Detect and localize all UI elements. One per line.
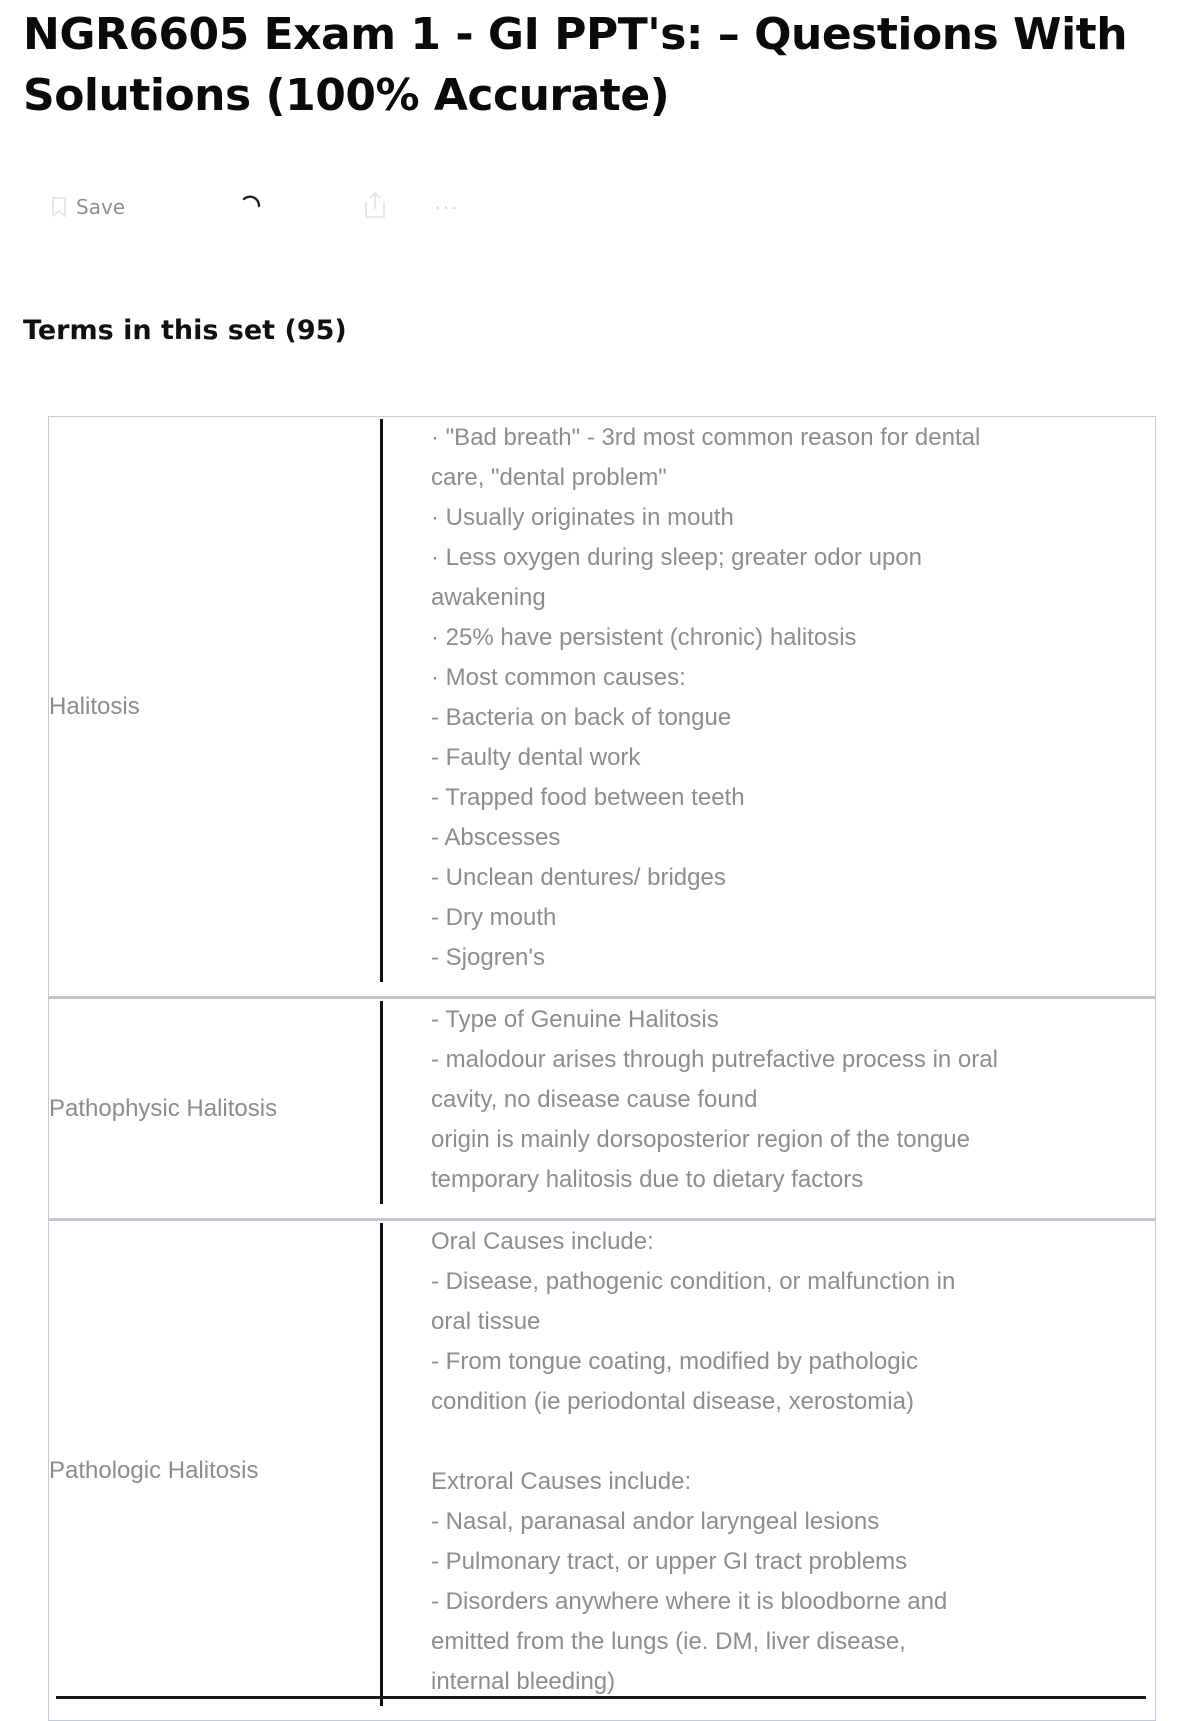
definition-line: - Sjogren's (431, 944, 545, 971)
share-icon (362, 190, 388, 225)
definition-line: - Bacteria on back of tongue (431, 704, 732, 731)
definition-line: · 25% have persistent (chronic) halitosis (431, 624, 857, 651)
definition-line: - Disorders anywhere where it is bloodborne and (431, 1588, 948, 1615)
term-row[interactable] (48, 1219, 1156, 1721)
term-definition (383, 1221, 1155, 1720)
terms-table (48, 416, 1156, 1721)
term-row[interactable] (48, 416, 1156, 997)
definition-line: care, "dental problem" (431, 464, 667, 491)
definition-line: · Less oxygen during sleep; greater odor upon (431, 544, 922, 571)
next-row-top-border (56, 1696, 1146, 1699)
definition-line: - Unclean dentures/ bridges (431, 864, 726, 891)
definition-line: awakening (431, 584, 546, 611)
term-word: Pathologic Halitosis (49, 1456, 259, 1484)
definition-line: - Type of Genuine Halitosis (431, 1006, 719, 1033)
page-title: NGR6605 Exam 1 - GI PPT's: – Questions With Solutions (100% Accurate) (23, 9, 1128, 121)
term-word: Halitosis (49, 692, 140, 720)
term-definition (383, 999, 1155, 1218)
term-word: Pathophysic Halitosis (49, 1094, 278, 1122)
definition-line: - Nasal, paranasal andor laryngeal lesions (431, 1508, 880, 1535)
definition-line: - Dry mouth (431, 904, 557, 931)
definition-line: cavity, no disease cause found (431, 1086, 758, 1113)
definition-line: origin is mainly dorsoposterior region of the tongue (431, 1126, 970, 1153)
toolbar (48, 188, 508, 226)
definition-line: - Abscesses (431, 824, 561, 851)
definition-line: - Pulmonary tract, or upper GI tract problems (431, 1548, 908, 1575)
definition-line: · "Bad breath" - 3rd most common reason for dental (431, 424, 981, 451)
definition-line (431, 1422, 1095, 1462)
spinner-icon (238, 192, 264, 223)
more-dots-icon: ··· (434, 194, 459, 219)
definition-line: - malodour arises through putrefactive process in oral (431, 1046, 998, 1073)
definition-line: · Most common causes: (431, 664, 686, 691)
definition-line: condition (ie periodontal disease, xerostomia) (431, 1388, 914, 1415)
terms-count-heading: Terms in this set (95) (23, 315, 347, 346)
definition-line: temporary halitosis due to dietary factors (431, 1166, 864, 1193)
term-definition (383, 417, 1155, 996)
more-options-button[interactable] (434, 188, 459, 226)
definition-line: Extroral Causes include: (431, 1468, 692, 1495)
term-row[interactable] (48, 997, 1156, 1219)
definition-line: - Disease, pathogenic condition, or malfunction in (431, 1268, 956, 1295)
definition-line: - Faulty dental work (431, 744, 641, 771)
save-label: Save (76, 195, 126, 219)
loading-indicator (238, 188, 264, 226)
definition-line: Oral Causes include: (431, 1228, 654, 1255)
definition-line: emitted from the lungs (ie. DM, liver disease, (431, 1628, 906, 1655)
definition-line: · Usually originates in mouth (431, 504, 734, 531)
bookmark-icon (52, 197, 66, 217)
definition-line: - From tongue coating, modified by pathologic (431, 1348, 918, 1375)
share-button[interactable] (362, 188, 388, 226)
save-button[interactable] (52, 188, 125, 226)
definition-line: - Trapped food between teeth (431, 784, 745, 811)
definition-line: oral tissue (431, 1308, 541, 1335)
definition-line: internal bleeding) (431, 1668, 616, 1695)
